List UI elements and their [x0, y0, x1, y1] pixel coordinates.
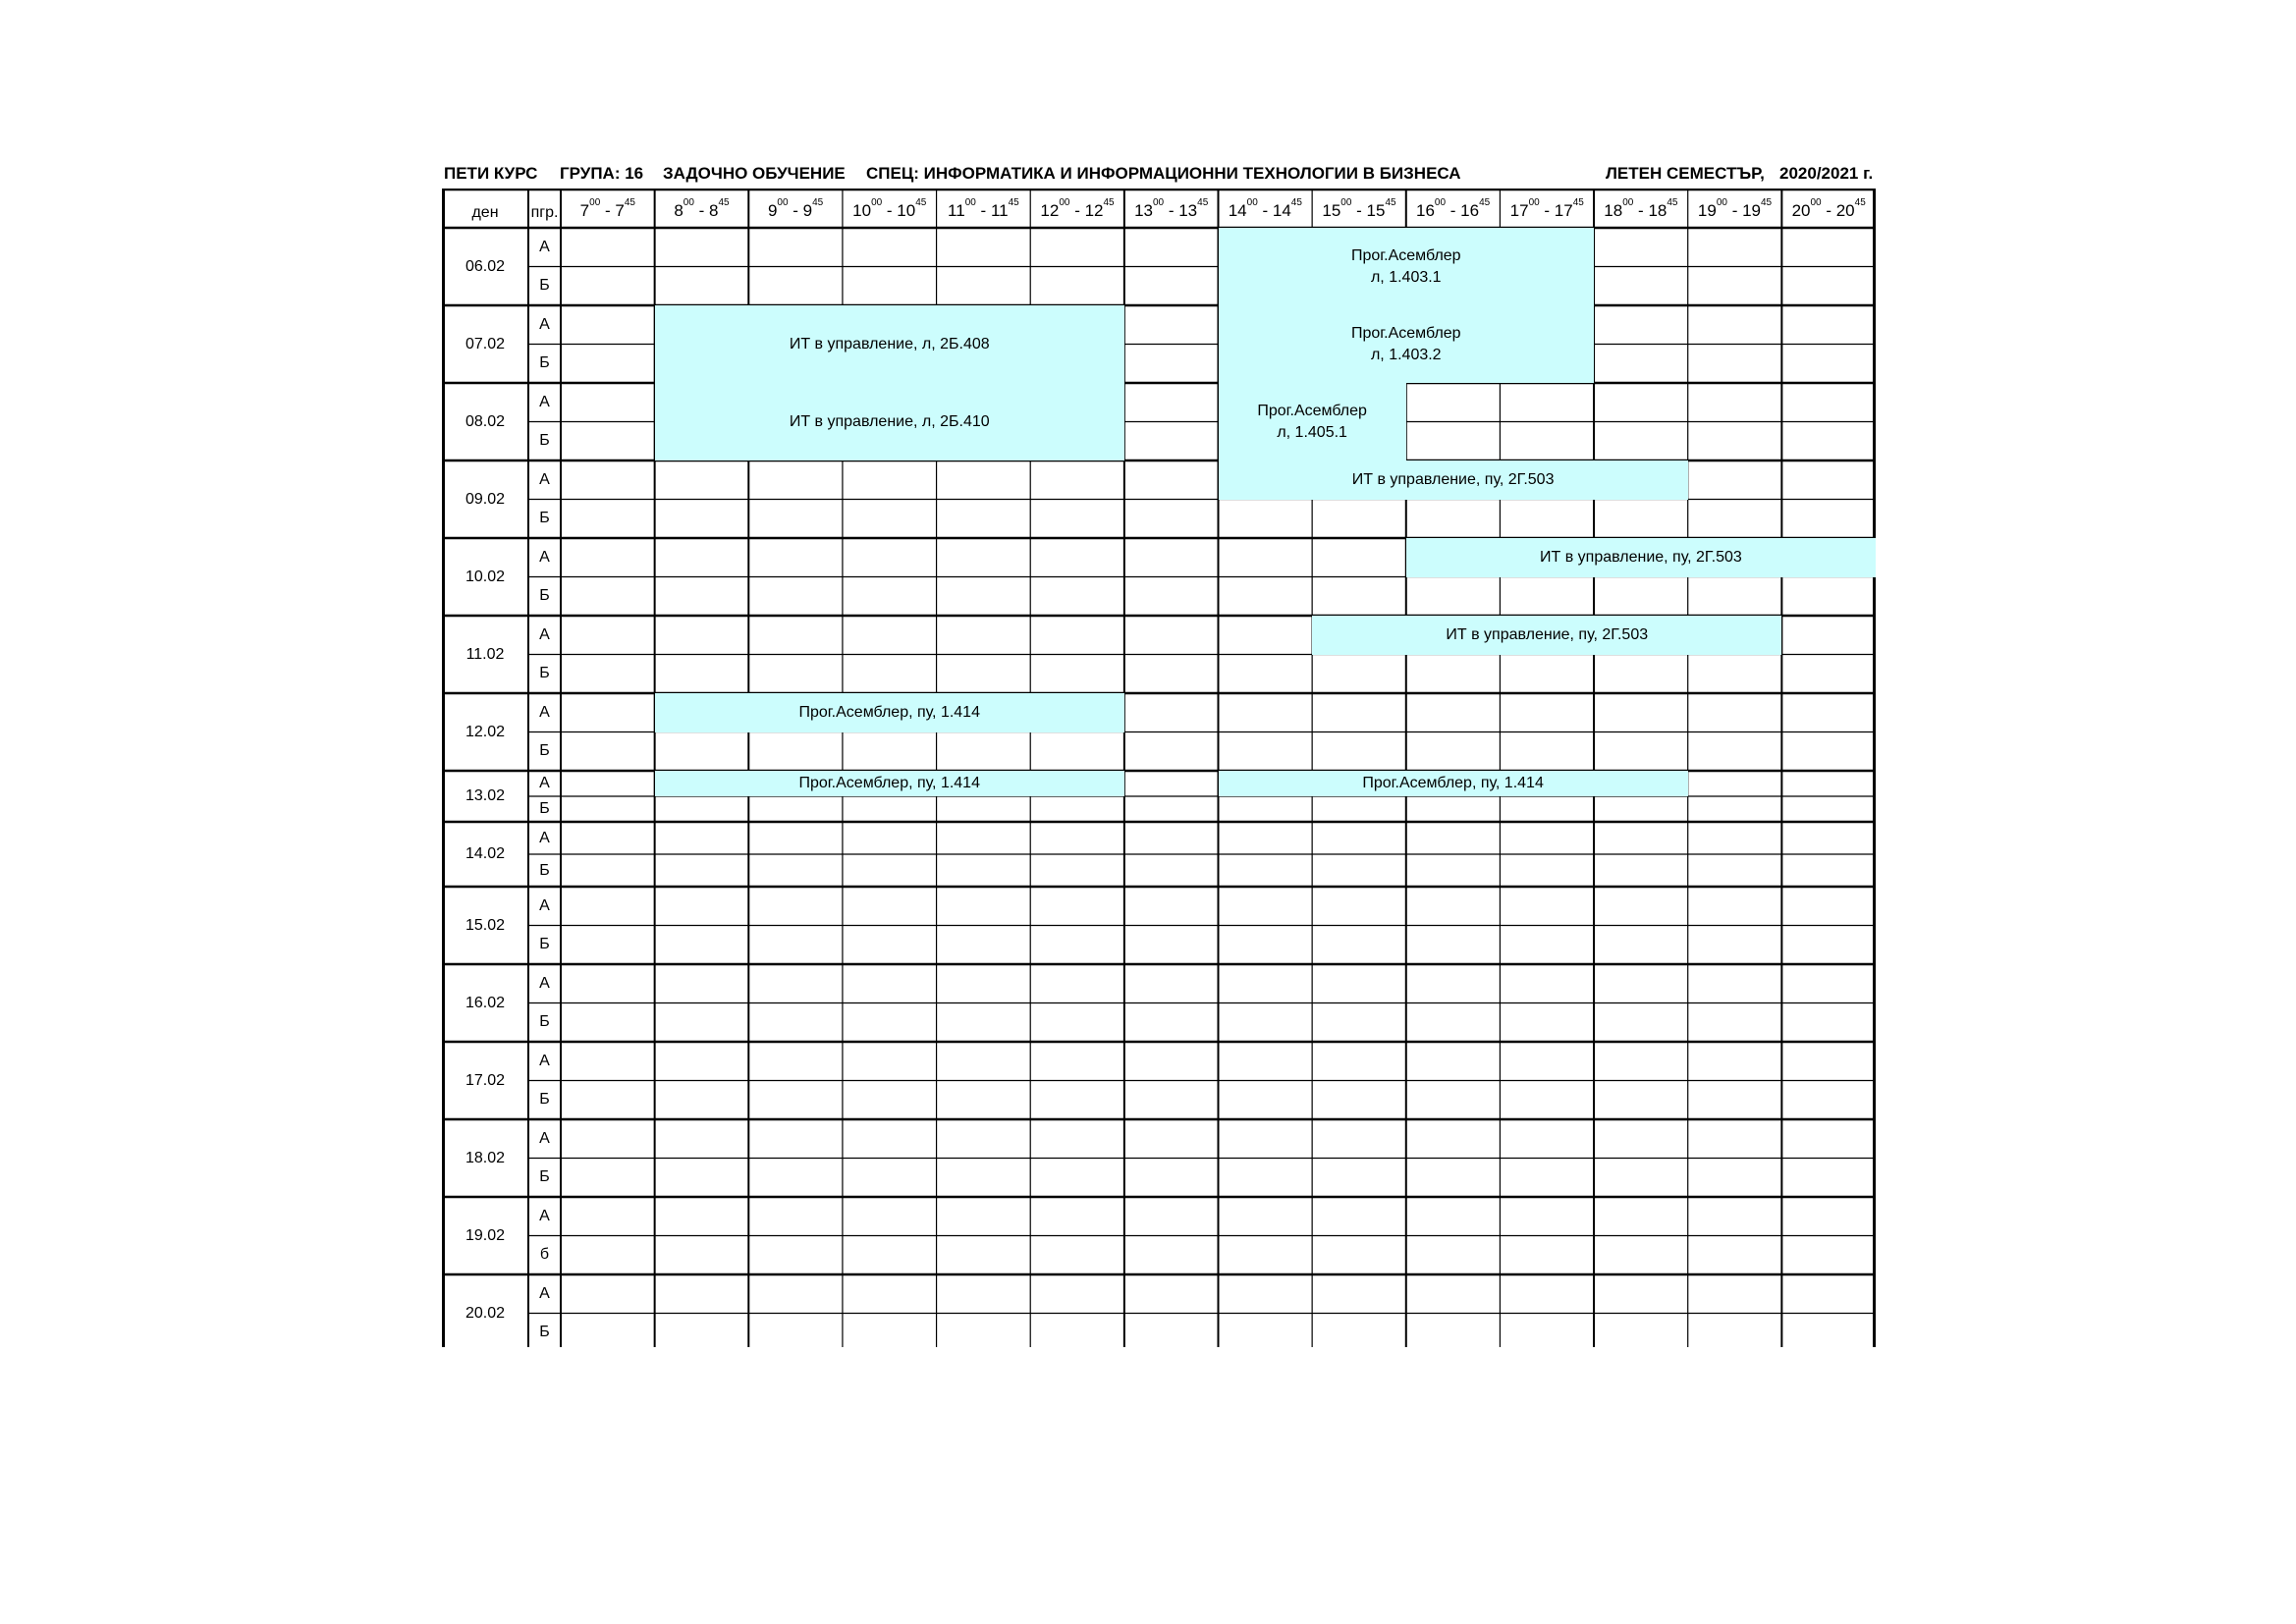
time-hour: 19	[1697, 201, 1717, 220]
subgroup-label: А	[539, 470, 550, 488]
subgroup-cell	[528, 267, 561, 306]
time-minutes: 45	[1385, 197, 1396, 208]
subgroup-cell	[528, 460, 561, 500]
time-hour: 18	[1604, 201, 1623, 220]
event-text-line: ИТ в управление, пу, 2Г.503	[1540, 548, 1742, 566]
time-slot-label: $20^{00} - 20^{45}$	[1791, 197, 1866, 220]
day-date: 19.02	[465, 1226, 506, 1244]
time-hour: 14	[1272, 201, 1291, 220]
subgroup-cell	[528, 1197, 561, 1236]
day-date-cell	[442, 887, 528, 964]
subgroup-cell	[528, 616, 561, 655]
day-date-cell	[442, 822, 528, 887]
event-text-line: Прог.Асемблер	[1350, 324, 1461, 342]
time-slot-header	[1219, 189, 1313, 228]
schedule-event	[655, 383, 1124, 460]
schedule-event	[1219, 228, 1595, 305]
time-minutes: 00	[1152, 197, 1165, 208]
time-slot-header	[1406, 189, 1501, 228]
time-minutes: 00	[1434, 197, 1447, 208]
time-hour: 19	[1742, 201, 1761, 220]
day-date-cell	[442, 460, 528, 538]
day-date: 11.02	[465, 645, 505, 663]
time-slot-label: $7^{00} - 7^{45}$	[579, 197, 635, 220]
day-date-cell	[442, 228, 528, 305]
subgroup-cell	[528, 1119, 561, 1159]
subgroup-label: А	[539, 625, 550, 643]
time-minutes: 00	[777, 197, 789, 208]
time-minutes: 45	[718, 197, 730, 208]
schedule-event	[1312, 616, 1781, 655]
time-slot-label: $8^{00} - 8^{45}$	[674, 197, 730, 220]
subgroup-cell	[528, 796, 561, 822]
event-text-line: ИТ в управление, пу, 2Г.503	[1446, 625, 1649, 643]
subgroup-cell	[528, 383, 561, 422]
schedule-event	[1406, 538, 1876, 577]
subgroup-label: А	[539, 1052, 550, 1069]
subgroup-label: А	[539, 393, 550, 410]
time-hour: 17	[1554, 201, 1573, 220]
day-date: 15.02	[465, 916, 506, 934]
subgroup-label: А	[539, 1284, 550, 1302]
time-hour: 8	[674, 201, 683, 220]
subgroup-column-header	[528, 189, 561, 228]
time-hour: 13	[1178, 201, 1198, 220]
academic-year-label: 2020/2021 г.	[1779, 164, 1874, 183]
time-hour: 7	[579, 201, 590, 220]
subgroup-cell	[528, 771, 561, 796]
time-hour: 16	[1460, 201, 1480, 220]
time-minutes: 00	[1622, 197, 1634, 208]
time-slot-header	[937, 189, 1031, 228]
event-text-line: Прог.Асемблер, пу, 1.414	[798, 775, 980, 791]
time-slot-label: $15^{00} - 15^{45}$	[1322, 197, 1396, 220]
time-hour: 12	[1084, 201, 1104, 220]
subgroup-label: Б	[539, 510, 550, 527]
event-text-line: ИТ в управление, пу, 2Г.503	[1351, 470, 1555, 488]
time-minutes: 00	[683, 197, 694, 208]
time-minutes: 45	[1290, 197, 1302, 208]
subgroup-cell	[528, 964, 561, 1003]
time-slot-label: $9^{00} - 9^{45}$	[767, 197, 824, 220]
time-minutes: 00	[871, 197, 883, 208]
time-slot-label: $16^{00} - 16^{45}$	[1416, 197, 1491, 220]
event-text-line: ИТ в управление, л, 2Б.410	[789, 412, 990, 430]
time-minutes: 45	[1761, 197, 1773, 208]
day-date: 08.02	[465, 412, 506, 430]
time-minutes: 00	[1528, 197, 1540, 208]
time-minutes: 45	[1197, 197, 1209, 208]
time-hour: 7	[615, 201, 625, 220]
day-date: 13.02	[465, 787, 506, 804]
subgroup-label: Б	[539, 432, 550, 450]
subgroup-label: Б	[539, 277, 550, 295]
time-slot-header	[1500, 189, 1594, 228]
event-text-line: л, 1.403.1	[1370, 268, 1442, 286]
event-text-line: л, 1.403.2	[1370, 346, 1442, 363]
time-slot-header	[843, 189, 937, 228]
time-slot-header	[655, 189, 749, 228]
day-date: 20.02	[465, 1304, 506, 1322]
schedule-header	[442, 160, 1876, 188]
time-slot-header	[561, 189, 655, 228]
time-slot-header	[1124, 189, 1219, 228]
schedule-event	[655, 693, 1124, 732]
group-label: ГРУПА: 16	[560, 164, 644, 183]
subgroup-label: А	[539, 974, 550, 992]
time-hour: 11	[990, 201, 1009, 220]
day-date: 14.02	[465, 845, 506, 862]
subgroup-cell	[528, 926, 561, 965]
time-minutes: 00	[1340, 197, 1352, 208]
time-minutes: 45	[915, 197, 927, 208]
subgroup-label: б	[539, 1246, 550, 1264]
subgroup-label: Б	[539, 800, 550, 817]
time-hour: 12	[1040, 201, 1060, 220]
subgroup-label: Б	[539, 936, 550, 953]
day-date-cell	[442, 693, 528, 771]
time-minutes: 45	[1572, 197, 1584, 208]
time-slot-label: $18^{00} - 18^{45}$	[1604, 197, 1678, 220]
event-text-line: Прог.Асемблер, пу, 1.414	[798, 703, 980, 721]
subgroup-label: А	[539, 896, 550, 914]
subgroup-cell	[528, 655, 561, 694]
time-minutes: 00	[1059, 197, 1070, 208]
day-date-cell	[442, 1197, 528, 1274]
schedule-table	[442, 189, 1876, 1347]
time-minutes: 45	[1667, 197, 1678, 208]
subgroup-column-label: пгр.	[530, 204, 559, 221]
day-date-cell	[442, 1274, 528, 1352]
subgroup-label: А	[539, 775, 550, 791]
time-hour: 11	[948, 201, 965, 220]
time-slot-label: $13^{00} - 13^{45}$	[1134, 197, 1209, 220]
time-minutes: 45	[1008, 197, 1019, 208]
subgroup-cell	[528, 732, 561, 772]
time-hour: 14	[1228, 201, 1247, 220]
subgroup-label: Б	[539, 861, 550, 879]
schedule-event	[1219, 460, 1688, 500]
subgroup-label: Б	[539, 1091, 550, 1109]
day-date: 18.02	[465, 1149, 506, 1166]
time-hour: 13	[1134, 201, 1153, 220]
subgroup-label: А	[539, 1129, 550, 1147]
event-text-line: Прог.Асемблер, пу, 1.414	[1362, 775, 1544, 791]
subgroup-cell	[528, 1159, 561, 1198]
course-label: ПЕТИ КУРС	[444, 164, 538, 183]
schedule-event	[1219, 383, 1406, 460]
day-date: 09.02	[465, 490, 506, 508]
day-date-cell	[442, 771, 528, 822]
subgroup-label: А	[539, 315, 550, 333]
time-minutes: 00	[1716, 197, 1727, 208]
subgroup-label: Б	[539, 742, 550, 760]
subgroup-cell	[528, 1274, 561, 1314]
subgroup-label: Б	[539, 1013, 550, 1031]
subgroup-cell	[528, 577, 561, 617]
day-date-cell	[442, 538, 528, 616]
time-minutes: 00	[964, 197, 976, 208]
time-slot-label: $11^{00} - 11^{45}$	[948, 197, 1019, 220]
time-slot-label: $14^{00} - 14^{45}$	[1228, 197, 1302, 220]
subgroup-cell	[528, 1003, 561, 1043]
time-hour: 15	[1322, 201, 1341, 220]
time-hour: 20	[1791, 201, 1811, 220]
day-date: 16.02	[465, 994, 506, 1011]
time-hour: 10	[852, 201, 872, 220]
subgroup-cell	[528, 1314, 561, 1353]
subgroup-label: Б	[539, 354, 550, 372]
time-minutes: 45	[1854, 197, 1866, 208]
day-date-cell	[442, 616, 528, 693]
time-slot-label: $12^{00} - 12^{45}$	[1040, 197, 1115, 220]
time-hour: 9	[802, 201, 813, 220]
time-slot-header	[1781, 189, 1876, 228]
subgroup-cell	[528, 500, 561, 539]
subgroup-cell	[528, 422, 561, 461]
time-hour: 8	[709, 201, 719, 220]
day-date-cell	[442, 305, 528, 383]
day-date-cell	[442, 1042, 528, 1119]
time-slot-label: $10^{00} - 10^{45}$	[852, 197, 927, 220]
subgroup-cell	[528, 538, 561, 577]
subgroup-cell	[528, 305, 561, 345]
day-column-label: ден	[471, 204, 499, 221]
day-column-header	[442, 189, 528, 228]
semester-label: ЛЕТЕН СЕМЕСТЪР,	[1606, 164, 1765, 183]
time-minutes: 45	[812, 197, 824, 208]
time-slot-header	[1688, 189, 1782, 228]
time-minutes: 00	[1246, 197, 1258, 208]
subgroup-cell	[528, 693, 561, 732]
time-hour: 9	[767, 201, 778, 220]
subgroup-label: Б	[539, 665, 550, 682]
subgroup-cell	[528, 1042, 561, 1081]
subgroup-cell	[528, 822, 561, 854]
specialty-label: СПЕЦ: ИНФОРМАТИКА И ИНФОРМАЦИОННИ ТЕХНОЛОГИИ В БИЗНЕСА	[866, 164, 1461, 183]
subgroup-label: А	[539, 829, 550, 846]
event-text-line: Прог.Асемблер	[1257, 402, 1367, 419]
time-hour: 17	[1509, 201, 1529, 220]
event-text-line: л, 1.405.1	[1277, 423, 1347, 441]
event-text-line: Прог.Асемблер	[1350, 246, 1461, 264]
subgroup-cell	[528, 1236, 561, 1275]
subgroup-cell	[528, 854, 561, 887]
subgroup-cell	[528, 228, 561, 267]
time-minutes: 45	[1479, 197, 1491, 208]
time-slot-header	[748, 189, 843, 228]
time-minutes: 00	[1810, 197, 1822, 208]
day-date: 12.02	[465, 723, 506, 740]
time-slot-header	[1312, 189, 1406, 228]
day-date-cell	[442, 964, 528, 1042]
subgroup-label: А	[539, 548, 550, 566]
time-hour: 20	[1835, 201, 1855, 220]
time-slot-label: $17^{00} - 17^{45}$	[1509, 197, 1584, 220]
time-minutes: 00	[589, 197, 601, 208]
schedule-event	[655, 771, 1124, 796]
schedule-event	[655, 305, 1124, 383]
day-date-cell	[442, 1119, 528, 1197]
time-hour: 10	[897, 201, 916, 220]
subgroup-label: А	[539, 1207, 550, 1224]
subgroup-label: А	[539, 703, 550, 721]
time-minutes: 45	[624, 197, 635, 208]
day-date: 17.02	[465, 1071, 506, 1089]
subgroup-label: А	[539, 238, 550, 255]
subgroup-label: Б	[539, 587, 550, 605]
subgroup-label: Б	[539, 1324, 550, 1341]
subgroup-cell	[528, 887, 561, 926]
schedule-event	[1219, 771, 1688, 796]
time-hour: 16	[1416, 201, 1435, 220]
schedule-event	[1219, 305, 1595, 383]
subgroup-cell	[528, 1081, 561, 1120]
time-hour: 18	[1648, 201, 1667, 220]
time-slot-header	[1594, 189, 1688, 228]
subgroup-cell	[528, 345, 561, 384]
day-date: 06.02	[465, 257, 506, 275]
study-mode-label: ЗАДОЧНО ОБУЧЕНИЕ	[663, 164, 846, 183]
event-text-line: ИТ в управление, л, 2Б.408	[789, 335, 990, 352]
day-date: 07.02	[465, 335, 506, 352]
time-slot-header	[1030, 189, 1124, 228]
day-date: 10.02	[465, 568, 506, 585]
time-minutes: 45	[1103, 197, 1115, 208]
subgroup-label: Б	[539, 1168, 550, 1186]
time-slot-label: $19^{00} - 19^{45}$	[1697, 197, 1773, 220]
time-hour: 15	[1366, 201, 1386, 220]
day-date-cell	[442, 383, 528, 460]
